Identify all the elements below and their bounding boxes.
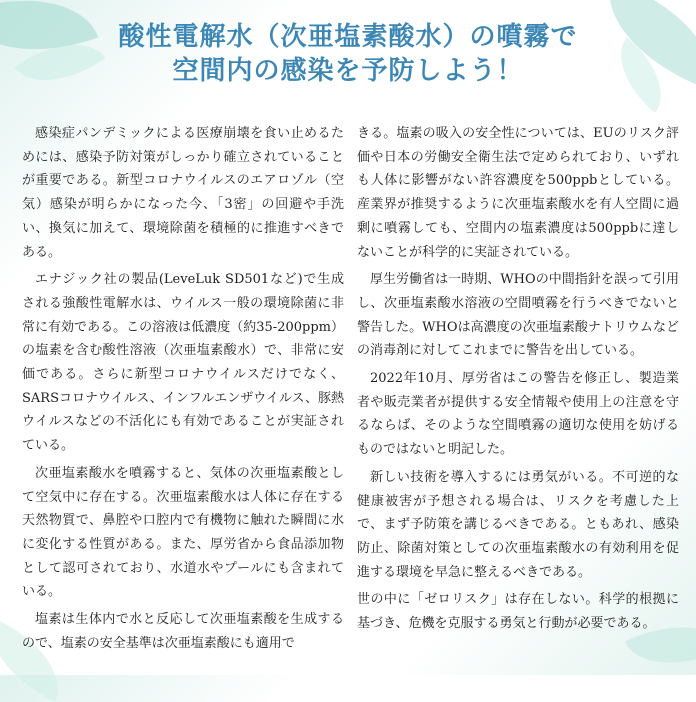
paragraph: 次亜塩素酸水を噴霧すると、気体の次亜塩素酸として空気中に存在する。次亜塩素酸水は人体に存在する天然物質で、鼻腔や口腔内で有機物に触れた瞬間に水に変化する性質がある。また、厚労省から食品添加物として認可されており、水道水やプールにも含まれている。 [22,465,344,600]
paragraph: 感染症パンデミックによる医療崩壊を食い止めるためには、感染予防対策がしっかり確立されていることが重要である。新型コロナウイルスのエアロゾル（空気）感染が明らかになった今、「3密」の回避や手洗い、換気に加えて、環境除菌を積極的に推進すべきである。 [22,126,344,260]
paragraph: 2022年10月、厚労省はこの警告を修正し、製造業者や販売業者が提供する安全情報や使用上の注意を守るならば、そのような空間噴霧の適切な使用を妨げるものではないと明記した。 [357,371,679,458]
left-column [22,122,344,659]
title-line-1: 酸性電解水（次亜塩素酸水）の噴霧で [118,22,578,52]
title-line-2: 空間内の感染を予防しよう！ [172,56,524,86]
paragraph: 塩素は生体内で水と反応して次亜塩素酸を生成するので、塩素の安全基準は次亜塩素酸にも適用で [22,612,344,651]
paragraph: エナジック社の製品(LeveLuk SD501など)で生成される強酸性電解水は、ウイルス一般の環境除菌に非常に有効である。この溶液は低濃度（約35-200ppm）の塩素を含む酸性溶液（次亜塩素酸水）で、非常に安価である。さらに新型コロナウイルスだけでなく、SARSコロナウイルス、インフルエンザウイルス、豚熱ウイルスなどの不活化にも有効であることが実証されている。 [22,272,344,454]
paragraph: 世の中に「ゼロリスク」は存在しない。科学的根拠に基づき、危機を克服する勇気と行動が必要である。 [357,592,679,632]
right-column [357,122,679,640]
paragraph: 新しい技術を導入するには勇気がいる。不可逆的な健康被害が予想される場合は、リスクを考慮した上で、まず予防策を講じるべきである。ともあれ、感染防止、除菌対策としての次亜塩素酸水の有効利用を促進する環境を早急に整えるべきである。 [357,469,679,580]
page-title [0,20,696,88]
paragraph: きる。塩素の吸入の安全性については、EUのリスク評価や日本の労働安全衛生法で定められており、いずれも人体に影響がない許容濃度を500ppbとしている。産業界が推奨するように次亜塩素酸水を有人空間に過剰に噴霧しても、空間内の塩素濃度は500ppbに達しないことが科学的に実証されている。 [357,126,679,260]
paragraph: 厚生労働省は一時期、WHOの中間指針を誤って引用し、次亜塩素酸水溶液の空間噴霧を行うべきでないと警告した。WHOは高濃度の次亜塩素酸ナトリウムなどの消毒剤に対してこれまでに警告を出している。 [357,272,679,359]
